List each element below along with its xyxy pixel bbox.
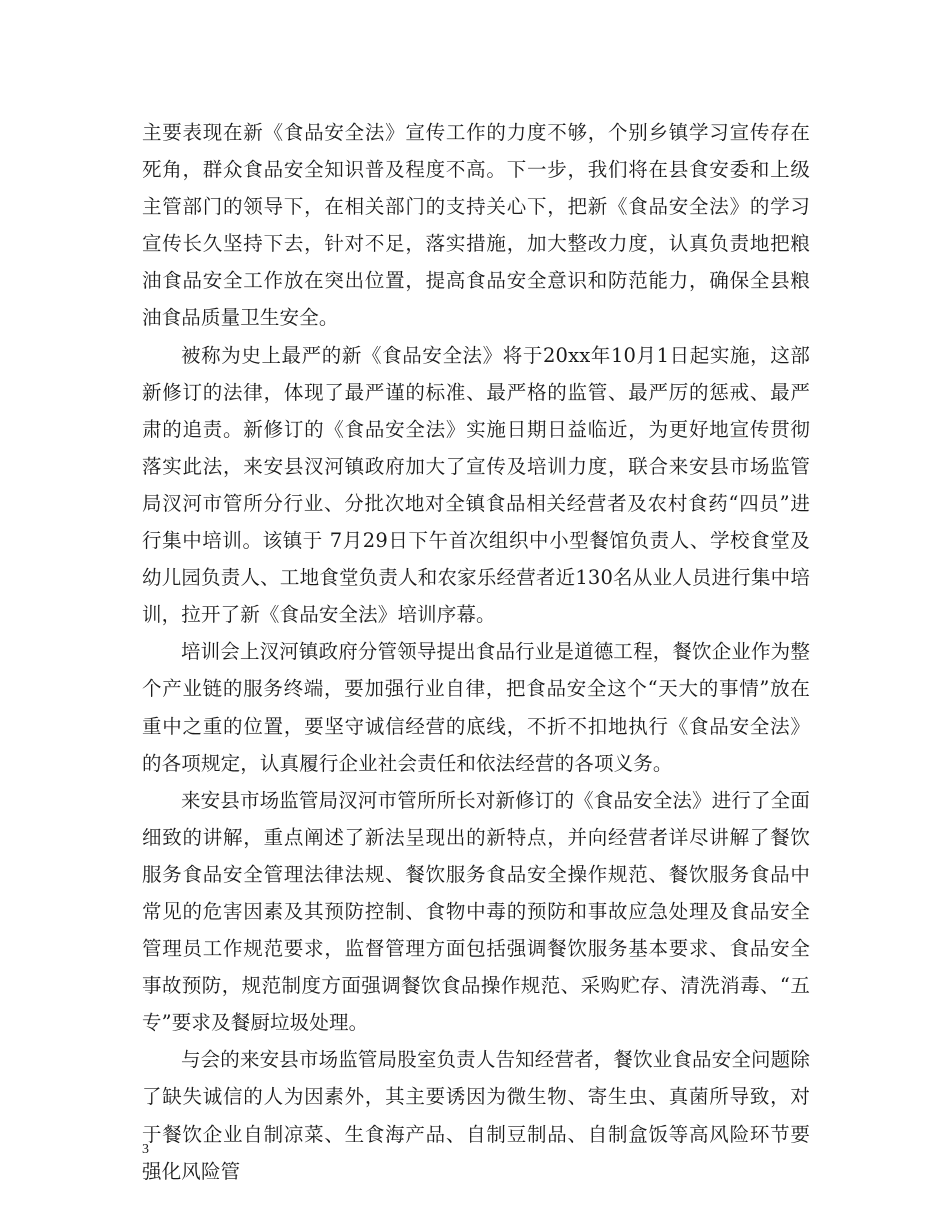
paragraph-3: 培训会上汊河镇政府分管领导提出食品行业是道德工程，餐饮企业作为整个产业链的服务终端，要加强行业自律，把食品安全这个“天大的事情”放在重中之重的位置，要坚守诚信经营的底线，不折不扣地执行《食品安全法》的各项规定，认真履行企业社会责任和依法经营的各项义务。 bbox=[142, 640, 810, 775]
paragraph-2: 被称为史上最严的新《食品安全法》将于20xx年10月1日起实施，这部新修订的法律，体现了最严谨的标准、最严格的监管、最严厉的惩戒、最严肃的追责。新修订的《食品安全法》实施日期日益临近，为更好地宣传贯彻落实此法，来安县汊河镇政府加大了宣传及培训力度，联合来安县市场监管局汊河市管所分行业、分批次地对全镇食品相关经营者及农村食药“四员”进行集中培训。该镇于 7月29日下午首次组织中小型餐馆负责人、学校食堂及幼儿园负责人、工地食堂负责人和农家乐经营者近130名从业人员进行集中培训，拉开了新《食品安全法》培训序幕。 bbox=[142, 343, 810, 627]
paragraph-5: 与会的来安县市场监管局股室负责人告知经营者，餐饮业食品安全问题除了缺失诚信的人为因素外，其主要诱因为微生物、寄生虫、真菌所导致，对于餐饮企业自制凉菜、生食海产品、自制豆制品、自制盒饭等高风险环节要强化风险管 bbox=[142, 1048, 810, 1183]
paragraph-1: 主要表现在新《食品安全法》宣传工作的力度不够，个别乡镇学习宣传存在死角，群众食品安全知识普及程度不高。下一步，我们将在县食安委和上级主管部门的领导下，在相关部门的支持关心下，把新《食品安全法》的学习宣传长久坚持下去，针对不足，落实措施，加大整改力度，认真负责地把粮油食品安全工作放在突出位置，提高食品安全意识和防范能力，确保全县粮油食品质量卫生安全。 bbox=[142, 121, 810, 330]
page-number: 3 bbox=[142, 1142, 149, 1157]
body-text bbox=[142, 114, 810, 1190]
paragraph-4: 来安县市场监管局汊河市管所所长对新修订的《食品安全法》进行了全面细致的讲解，重点阐述了新法呈现出的新特点，并向经营者详尽讲解了餐饮服务食品安全管理法律法规、餐饮服务食品安全操作规范、餐饮服务食品中常见的危害因素及其预防控制、食物中毒的预防和事故应急处理及食品安全管理员工作规范要求，监督管理方面包括强调餐饮服务基本要求、食品安全事故预防，规范制度方面强调餐饮食品操作规范、采购贮存、清洗消毒、“五专”要求及餐厨垃圾处理。 bbox=[142, 788, 810, 1035]
